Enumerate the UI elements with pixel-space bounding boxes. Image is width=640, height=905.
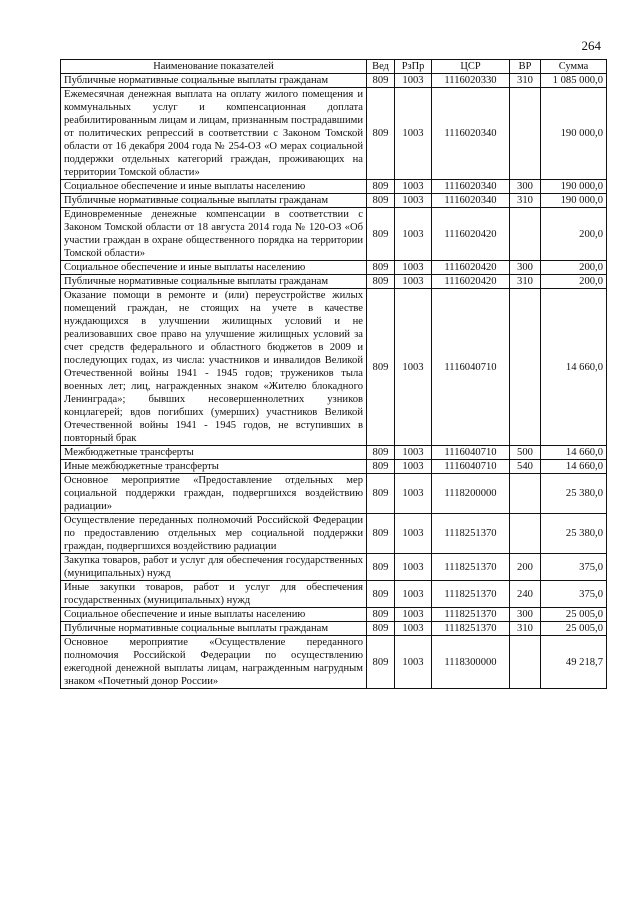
- cell-rzpr: 1003: [395, 208, 432, 261]
- cell-csr: 1116040710: [432, 460, 510, 474]
- cell-ved: 809: [367, 460, 395, 474]
- cell-ved: 809: [367, 88, 395, 180]
- cell-vr: 300: [510, 261, 541, 275]
- cell-ved: 809: [367, 74, 395, 88]
- cell-vr: 500: [510, 446, 541, 460]
- cell-sum: 14 660,0: [541, 289, 607, 446]
- header-ved: Вед: [367, 60, 395, 74]
- cell-ved: 809: [367, 208, 395, 261]
- cell-csr: 1116020420: [432, 275, 510, 289]
- cell-rzpr: 1003: [395, 622, 432, 636]
- cell-sum: 25 005,0: [541, 622, 607, 636]
- cell-vr: 240: [510, 581, 541, 608]
- table-row: [61, 275, 607, 289]
- cell-ved: 809: [367, 554, 395, 581]
- cell-name: Иные закупки товаров, работ и услуг для обеспечения государственных (муниципальных) нужд: [61, 581, 367, 608]
- cell-rzpr: 1003: [395, 275, 432, 289]
- cell-vr: [510, 636, 541, 689]
- table-header-row: [61, 60, 607, 74]
- table-row: [61, 514, 607, 554]
- table-row: [61, 636, 607, 689]
- table-row: [61, 622, 607, 636]
- cell-rzpr: 1003: [395, 608, 432, 622]
- cell-sum: 375,0: [541, 554, 607, 581]
- cell-vr: 310: [510, 74, 541, 88]
- cell-name: Социальное обеспечение и иные выплаты населению: [61, 180, 367, 194]
- table-row: [61, 446, 607, 460]
- cell-csr: 1116020420: [432, 261, 510, 275]
- cell-csr: 1116020340: [432, 194, 510, 208]
- header-rzpr: РзПр: [395, 60, 432, 74]
- cell-name: Основное мероприятие «Осуществление переданного полномочия Российской Федерации по осуществлению ежегодной денежной выплаты лицам, награжденным нагрудным знаком «Почетный донор России»: [61, 636, 367, 689]
- table-row: [61, 261, 607, 275]
- cell-name: Иные межбюджетные трансферты: [61, 460, 367, 474]
- cell-ved: 809: [367, 474, 395, 514]
- table-row: [61, 208, 607, 261]
- header-name: Наименование показателей: [61, 60, 367, 74]
- cell-name: Социальное обеспечение и иные выплаты населению: [61, 261, 367, 275]
- cell-rzpr: 1003: [395, 74, 432, 88]
- cell-csr: 1116020340: [432, 88, 510, 180]
- cell-sum: 14 660,0: [541, 446, 607, 460]
- cell-vr: [510, 289, 541, 446]
- cell-ved: 809: [367, 180, 395, 194]
- cell-name: Единовременные денежные компенсации в соответствии с Законом Томской области от 18 августа 2014 года № 120-ОЗ «Об участии граждан в охране общественного порядка на территории Томской области»: [61, 208, 367, 261]
- header-sum: Сумма: [541, 60, 607, 74]
- cell-rzpr: 1003: [395, 88, 432, 180]
- cell-ved: 809: [367, 275, 395, 289]
- cell-vr: 200: [510, 554, 541, 581]
- cell-csr: 1118300000: [432, 636, 510, 689]
- table-row: [61, 554, 607, 581]
- header-csr: ЦСР: [432, 60, 510, 74]
- cell-sum: 200,0: [541, 261, 607, 275]
- cell-sum: 190 000,0: [541, 88, 607, 180]
- table-row: [61, 289, 607, 446]
- cell-csr: 1118251370: [432, 514, 510, 554]
- cell-rzpr: 1003: [395, 474, 432, 514]
- cell-name: Закупка товаров, работ и услуг для обеспечения государственных (муниципальных) нужд: [61, 554, 367, 581]
- cell-name: Оказание помощи в ремонте и (или) переустройстве жилых помещений граждан, не стоящих на учете в качестве нуждающихся в улучшении жилищных условий и не реализовавших свое право на улучшение жилищных условий за счет средств федерального и областного бюджетов в 2009 и последующих годах, из числа: участников и инвалидов Великой Отечественной войны 1941 - 1945 годов; тружеников тыла военных лет; лиц, награжденных знаком «Жителю блокадного Ленинграда»; бывших несовершеннолетних узников концлагерей; вдов погибших (умерших) участников Великой Отечественной войны 1941 - 1945 годов, не вступивших в повторный брак: [61, 289, 367, 446]
- cell-rzpr: 1003: [395, 514, 432, 554]
- cell-csr: 1116020330: [432, 74, 510, 88]
- cell-vr: [510, 474, 541, 514]
- cell-ved: 809: [367, 608, 395, 622]
- cell-sum: 190 000,0: [541, 194, 607, 208]
- table-body: [61, 74, 607, 689]
- cell-sum: 25 005,0: [541, 608, 607, 622]
- table-row: [61, 460, 607, 474]
- cell-ved: 809: [367, 636, 395, 689]
- cell-rzpr: 1003: [395, 180, 432, 194]
- table-row: [61, 74, 607, 88]
- cell-name: Публичные нормативные социальные выплаты гражданам: [61, 622, 367, 636]
- page-number: 264: [581, 38, 601, 53]
- cell-name: Осуществление переданных полномочий Российской Федерации по предоставлению отдельных мер социальной поддержки граждан, подвергшихся воздействию радиации: [61, 514, 367, 554]
- cell-sum: 200,0: [541, 275, 607, 289]
- cell-rzpr: 1003: [395, 194, 432, 208]
- cell-name: Публичные нормативные социальные выплаты гражданам: [61, 194, 367, 208]
- cell-vr: [510, 88, 541, 180]
- cell-sum: 25 380,0: [541, 474, 607, 514]
- cell-ved: 809: [367, 289, 395, 446]
- cell-name: Публичные нормативные социальные выплаты гражданам: [61, 275, 367, 289]
- cell-csr: 1116040710: [432, 446, 510, 460]
- cell-name: Публичные нормативные социальные выплаты гражданам: [61, 74, 367, 88]
- table-row: [61, 180, 607, 194]
- cell-rzpr: 1003: [395, 289, 432, 446]
- cell-vr: [510, 514, 541, 554]
- cell-ved: 809: [367, 446, 395, 460]
- cell-sum: 14 660,0: [541, 460, 607, 474]
- budget-table: [60, 59, 607, 689]
- cell-sum: 49 218,7: [541, 636, 607, 689]
- cell-csr: 1116020420: [432, 208, 510, 261]
- cell-rzpr: 1003: [395, 581, 432, 608]
- cell-sum: 1 085 000,0: [541, 74, 607, 88]
- cell-name: Социальное обеспечение и иные выплаты населению: [61, 608, 367, 622]
- table-row: [61, 581, 607, 608]
- cell-csr: 1118251370: [432, 554, 510, 581]
- cell-vr: 310: [510, 622, 541, 636]
- cell-ved: 809: [367, 194, 395, 208]
- cell-name: Основное мероприятие «Предоставление отдельных мер социальной поддержки граждан, подвергшихся воздействию радиации»: [61, 474, 367, 514]
- cell-name: Ежемесячная денежная выплата на оплату жилого помещения и коммунальных услуг и компенсационная доплата реабилитированным лицам и лицам, признанным пострадавшими от политических репрессий в соответствии с Законом Томской области от 16 декабря 2004 года № 254-ОЗ «О мерах социальной поддержки отдельных категорий граждан, проживающих на территории Томской области»: [61, 88, 367, 180]
- cell-rzpr: 1003: [395, 261, 432, 275]
- cell-sum: 375,0: [541, 581, 607, 608]
- cell-vr: 300: [510, 180, 541, 194]
- header-vr: ВР: [510, 60, 541, 74]
- cell-rzpr: 1003: [395, 460, 432, 474]
- cell-vr: [510, 208, 541, 261]
- cell-csr: 1118251370: [432, 622, 510, 636]
- cell-csr: 1116020340: [432, 180, 510, 194]
- table-row: [61, 194, 607, 208]
- cell-ved: 809: [367, 261, 395, 275]
- cell-vr: 540: [510, 460, 541, 474]
- cell-ved: 809: [367, 622, 395, 636]
- cell-ved: 809: [367, 581, 395, 608]
- cell-csr: 1116040710: [432, 289, 510, 446]
- table-row: [61, 608, 607, 622]
- cell-csr: 1118251370: [432, 581, 510, 608]
- cell-sum: 200,0: [541, 208, 607, 261]
- cell-vr: 310: [510, 275, 541, 289]
- cell-sum: 25 380,0: [541, 514, 607, 554]
- table-row: [61, 88, 607, 180]
- cell-rzpr: 1003: [395, 636, 432, 689]
- cell-csr: 1118251370: [432, 608, 510, 622]
- cell-sum: 190 000,0: [541, 180, 607, 194]
- cell-ved: 809: [367, 514, 395, 554]
- cell-vr: 300: [510, 608, 541, 622]
- cell-csr: 1118200000: [432, 474, 510, 514]
- cell-rzpr: 1003: [395, 554, 432, 581]
- cell-vr: 310: [510, 194, 541, 208]
- table-row: [61, 474, 607, 514]
- cell-rzpr: 1003: [395, 446, 432, 460]
- cell-name: Межбюджетные трансферты: [61, 446, 367, 460]
